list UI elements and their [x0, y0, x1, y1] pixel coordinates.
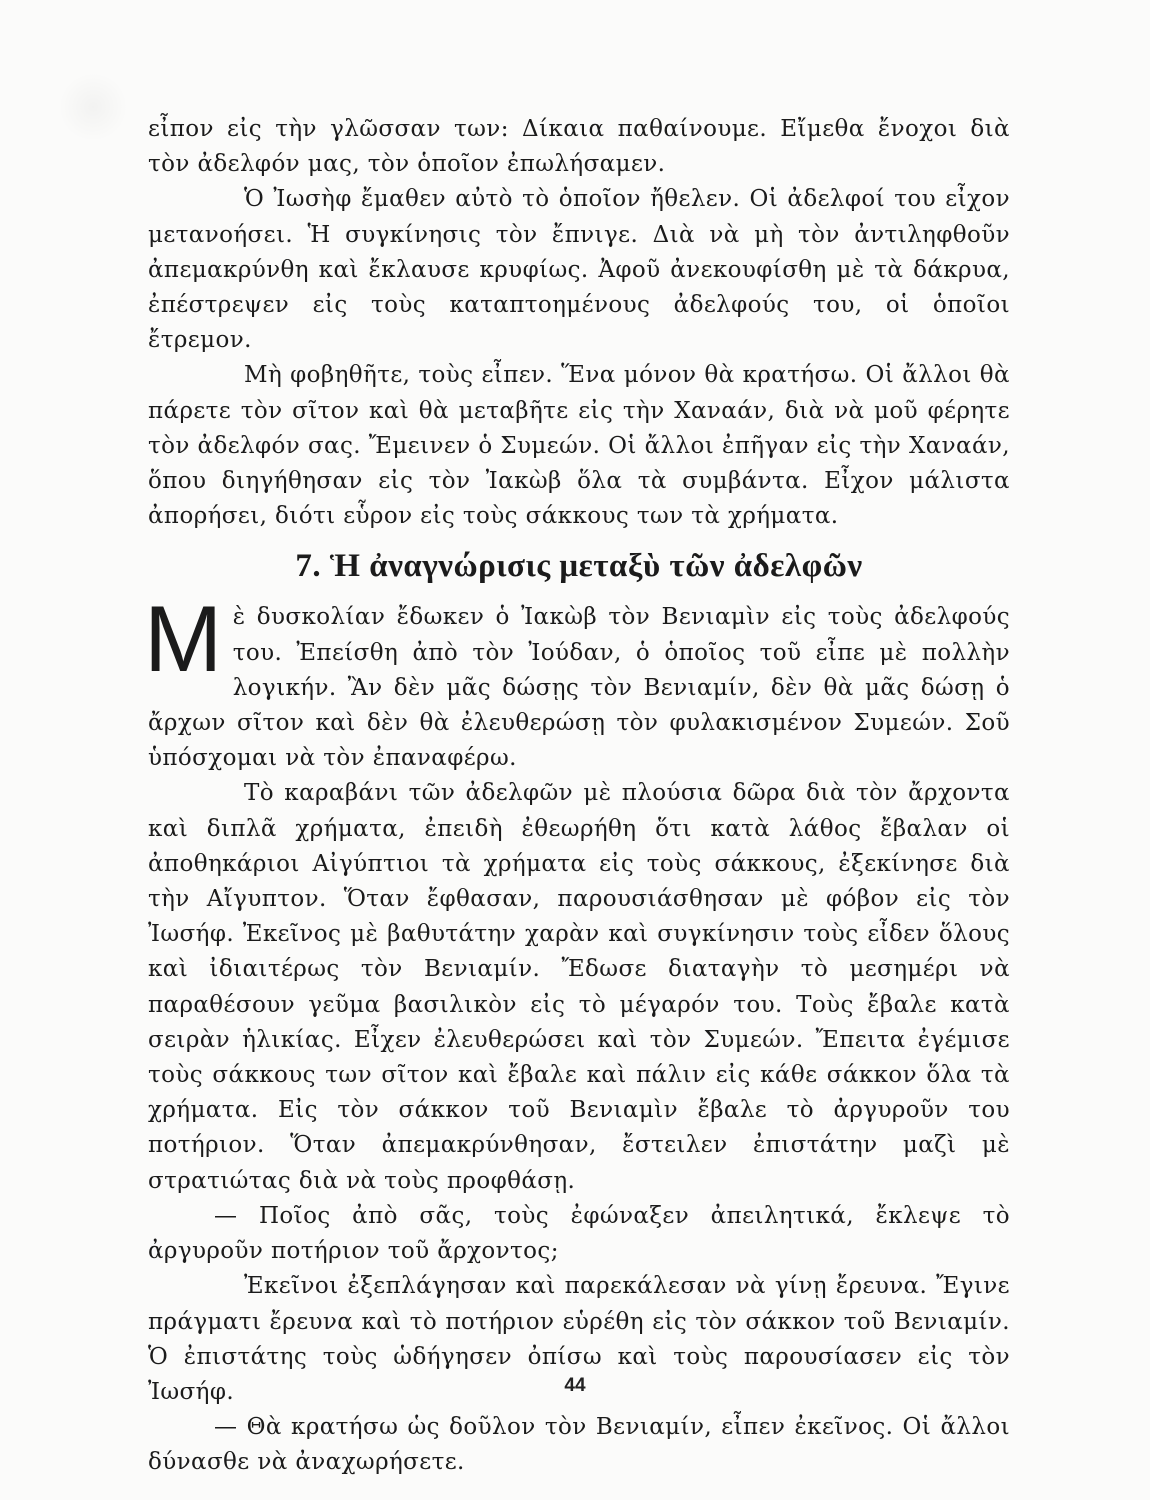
dropcap-paragraph: [144, 586, 1010, 776]
paragraph-5: Τὸ καραβάνι τῶν ἀδελφῶν μὲ πλούσια δῶρα διὰ τὸν ἄρχοντα καὶ διπλᾶ χρήματα, ἐπειδὴ ἐθεωρήθη ὅτι κατὰ λάθος ἔβαλαν οἱ ἀποθηκάριοι Αἰγύπτιοι τὰ χρήματα εἰς τοὺς σάκκους, ἐξεκίνησε διὰ τὴν Αἴγυπτον. Ὅταν ἔφθασαν, παρουσιάσθησαν μὲ φόβον εἰς τὸν Ἰωσήφ. Ἐκεῖνος μὲ βαθυτάτην χαρὰν καὶ συγκίνησιν τοὺς εἶδεν ὅλους καὶ ἰδιαιτέρως τὸν Βενιαμίν. Ἔδωσε διαταγὴν τὸ μεσημέρι νὰ παραθέσουν γεῦμα βασιλικὸν εἰς τὸ μέγαρόν του. Τοὺς ἔβαλε κατὰ σειρὰν ἡλικίας. Εἶχεν ἐλευθερώσει καὶ τὸν Συμεών. Ἔπειτα ἐγέμισε τοὺς σάκκους των σῖτον καὶ ἔβαλε καὶ πάλιν εἰς κάθε σάκκον ὅλα τὰ χρήματα. Εἰς τὸν σάκκον τοῦ Βενιαμὶν ἔβαλε τὸ ἀργυροῦν του ποτήριον. Ὅταν ἀπεμακρύνθησαν, ἔστειλεν ἐπιστάτην μαζὶ μὲ στρατιώτας διὰ νὰ τοὺς προφθάσῃ.: [148, 780, 1010, 1194]
paragraph-7: Ἐκεῖνοι ἐξεπλάγησαν καὶ παρεκάλεσαν νὰ γίνῃ ἔρευνα. Ἔγινε πράγματι ἔρευνα καὶ τὸ ποτήριον εὑρέθη εἰς τὸν σάκκον τοῦ Βενιαμίν. Ὁ ἐπιστάτης τοὺς ὡδήγησεν ὀπίσω καὶ τοὺς παρουσίασεν εἰς τὸν Ἰωσήφ.: [148, 1273, 1010, 1405]
page-number: 44: [564, 1375, 586, 1396]
page-body: [144, 112, 1010, 1481]
paragraph-6: — Ποῖος ἀπὸ σᾶς, τοὺς ἐφώναξεν ἀπειλητικά, ἔκλεψε τὸ ἀργυροῦν ποτήριον τοῦ ἄρχοντος;: [148, 1202, 1010, 1265]
page-smudge: [58, 72, 128, 142]
dropcap-paragraph-text: ὲ δυσκολίαν ἔδωκεν ὁ Ἰακὼβ τὸν Βενιαμὶν εἰς τοὺς ἀδελφούς του. Ἐπείσθη ἀπὸ τὸν Ἰούδαν, ὁ ὁποῖος τοῦ εἶπε μὲ πολλὴν λογικήν. Ἂν δὲν μᾶς δώσῃς τὸν Βενιαμίν, δὲν θὰ μᾶς δώσῃ ὁ ἄρχων σῖτον καὶ δὲν θὰ ἐλευθερώσῃ τὸν φυλακισμένον Συμεών. Σοῦ ὑπόσχομαι νὰ τὸν ἐπαναφέρω.: [148, 604, 1010, 772]
paragraph-3: Μὴ φοβηθῆτε, τοὺς εἶπεν. Ἕνα μόνον θὰ κρατήσω. Οἱ ἄλλοι θὰ πάρετε τὸν σῖτον καὶ θὰ μεταβῆτε εἰς τὴν Χαναάν, διὰ νὰ μοῦ φέρητε τὸν ἀδελφόν σας. Ἔμεινεν ὁ Συμεών. Οἱ ἄλλοι ἐπῆγαν εἰς τὴν Χαναάν, ὅπου διηγήθησαν εἰς τὸν Ἰακὼβ ὅλα τὰ συμβάντα. Εἶχον μάλιστα ἀπορήσει, διότι εὗρον εἰς τοὺς σάκκους των τὰ χρήματα.: [148, 362, 1010, 530]
paragraph-2: Ὁ Ἰωσὴφ ἔμαθεν αὐτὸ τὸ ὁποῖον ἤθελεν. Οἱ ἀδελφοί του εἶχον μετανοήσει. Ἡ συγκίνησις τὸν ἔπνιγε. Διὰ νὰ μὴ τὸν ἀντιληφθοῦν ἀπεμακρύνθη καὶ ἔκλαυσε κρυφίως. Ἀφοῦ ἀνεκουφίσθη μὲ τὰ δάκρυα, ἐπέστρεψεν εἰς τοὺς καταπτοημένους ἀδελφούς του, οἱ ὁποῖοι ἔτρεμον.: [148, 186, 1010, 354]
paragraph-1: εἶπον εἰς τὴν γλῶσσαν των: Δίκαια παθαίνουμε. Εἴμεθα ἔνοχοι διὰ τὸν ἀδελφόν μας, τὸν ὁποῖον ἐπωλήσαμεν.: [148, 116, 1010, 178]
section-heading: 7. Ἡ ἀναγνώρισις μεταξὺ τῶν ἀδελφῶν: [295, 548, 863, 585]
dropcap-letter: Μ: [144, 586, 223, 692]
paragraph-8: — Θὰ κρατήσω ὡς δοῦλον τὸν Βενιαμίν, εἶπεν ἐκεῖνος. Οἱ ἄλλοι δύνασθε νὰ ἀναχωρήσετε.: [148, 1414, 1010, 1476]
